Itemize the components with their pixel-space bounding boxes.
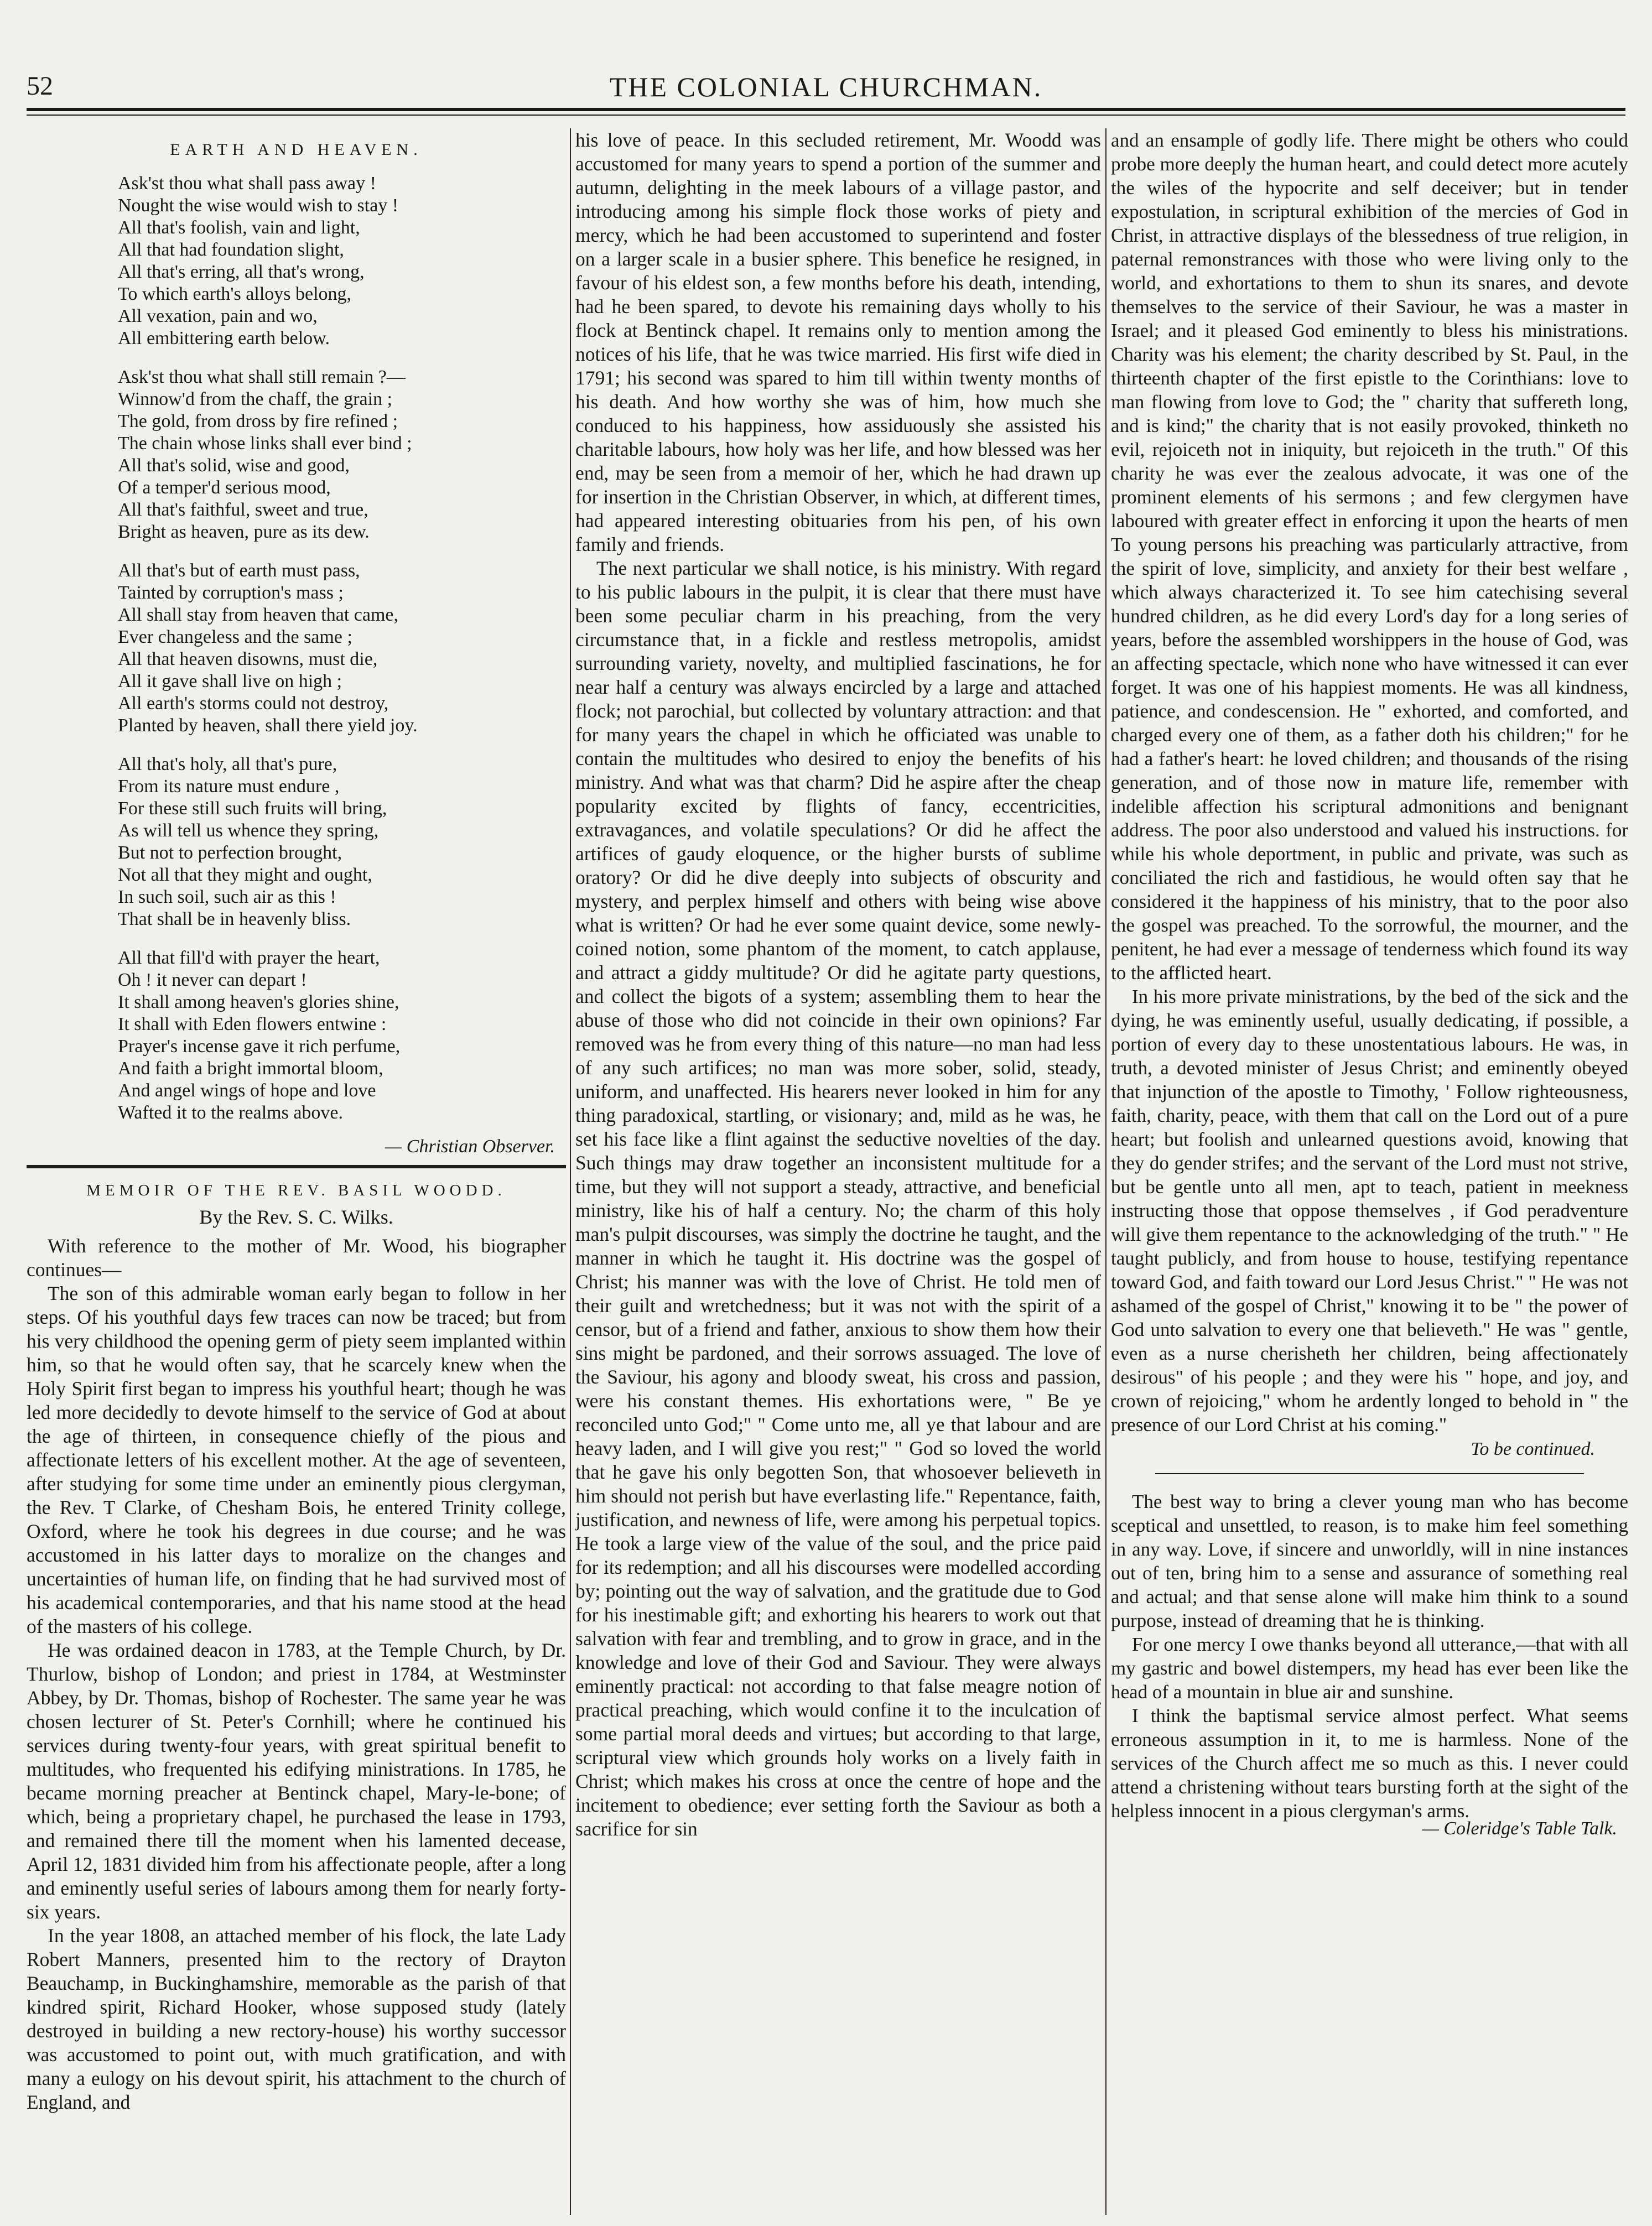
table-talk-attribution: — Coleridge's Table Talk.: [1422, 1818, 1617, 1839]
column-divider: [1105, 128, 1106, 2215]
poem-line: That shall be in heavenly bliss.: [118, 909, 351, 929]
memoir-byline: By the Rev. S. C. Wilks.: [199, 1206, 393, 1228]
to-be-continued: To be continued.: [1471, 1439, 1595, 1459]
poem-line: All that's erring, all that's wrong,: [118, 262, 365, 282]
poem-line: Ask'st thou what shall pass away !: [118, 173, 376, 194]
column-2: [575, 128, 1101, 2215]
memoir-paragraph: The son of this admirable woman early began to follow in her steps. Of his youthful days few traces can now be traced; but from his very childhood the opening germ of piety seem implanted within him, so that he would often say, that he scarcely knew when the Holy Spirit first began to impress his youthful heart; though he was led more decidedly to devote himself to the service of God at about the age of thirteen, in consequence chiefly of the pious and affectionate letters of his excellent mother. At the age of seventeen, after studying for some time under an eminently pious clergyman, the Rev. T Clarke, of Chesham Bois, he entered Trinity college, Oxford, where he took his degrees in due course; and he was accustomed in his latter days to moralize on the changes and uncertainties of human life, on finding that he had survived most of his academical contemporaries, and that his name stood at the head of the masters of his college.: [27, 1282, 566, 1637]
poem-stanza: [118, 947, 566, 1124]
memoir-paragraph: He was ordained deacon in 1783, at the Temple Church, by Dr. Thurlow, bishop of London; and priest in 1784, at Westminster Abbey, by Dr. Thomas, bishop of Rochester. The same year he was chosen lecturer of St. Peter's Cornhill; where he continued his services during twenty-four years, with great spiritual benefit to multitudes, who frequented his edifying ministrations. In 1785, he became morning preacher at Bentinck chapel, Mary-le-bone; of which, being a proprietary chapel, he purchased the lease in 1793, and remained there till the moment when his lamented decease, April 12, 1831 divided him from his affectionate people, after a long and eminently useful series of labours among them for nearly forty-six years.: [27, 1639, 566, 1923]
page-number: 52: [27, 71, 53, 101]
poem-credit: — Christian Observer.: [385, 1136, 555, 1157]
poem-line: For these still such fruits will bring,: [118, 798, 387, 819]
poem-line: Tainted by corruption's mass ;: [118, 582, 344, 603]
poem-line: Ever changeless and the same ;: [118, 627, 352, 647]
poem-line: But not to perfection brought,: [118, 842, 342, 863]
running-title: THE COLONIAL CHURCHMAN.: [609, 71, 1043, 102]
poem-title: EARTH AND HEAVEN.: [170, 141, 423, 159]
column-1: [27, 128, 566, 2215]
table-talk-paragraph: For one mercy I owe thanks beyond all utterance,—that with all my gastric and bowel distempers, my head has ever been like the head of a mountain in blue air and sunshine.: [1111, 1634, 1628, 1703]
poem-line: All shall stay from heaven that came,: [118, 605, 398, 625]
poem-line: All earth's storms could not destroy,: [118, 693, 389, 714]
poem-line: And faith a bright immortal bloom,: [118, 1058, 383, 1079]
poem-line: All that's holy, all that's pure,: [118, 754, 337, 774]
memoir-paragraph: his love of peace. In this secluded retirement, Mr. Woodd was accustomed for many years to spend a portion of the summer and autumn, delighting in the meek labours of a village pastor, and introducing among his simple flock those works of piety and mercy, which he had been accustomed to superintend and foster on a larger scale in a busier sphere. This benefice he resigned, in favour of his eldest son, a few months before his death, intending, had he been spared, to devote his remaining days wholly to his flock at Bentinck chapel. It remains only to mention among the notices of his life, that he was twice married. His first wife died in 1791; his second was spared to him till within twenty months of his death. And how worthy she was of him, how much she conduced to his happiness, how assiduously she assisted his charitable labours, how holy was her life, and how blessed was her end, may be seen from a memoir of her, which he had drawn up for insertion in the Christian Observer, in which, at different times, had appeared interesting obituaries from his pen, of his own family and friends.: [575, 129, 1101, 555]
poem-stanza: [118, 173, 566, 350]
section-rule: [27, 1165, 566, 1168]
poem-line: In such soil, such air as this !: [118, 887, 336, 907]
section-rule: [1155, 1473, 1584, 1474]
poem-line: It shall with Eden flowers entwine :: [118, 1014, 387, 1034]
poem-stanza: [118, 560, 566, 737]
poem-line: Winnow'd from the chaff, the grain ;: [118, 389, 393, 409]
poem-line: To which earth's alloys belong,: [118, 284, 352, 304]
poem-line: All it gave shall live on high ;: [118, 671, 342, 691]
column-divider: [570, 128, 571, 2215]
poem-line: Oh ! it never can depart !: [118, 970, 307, 990]
poem-line: All embittering earth below.: [118, 328, 330, 349]
table-talk-paragraph: The best way to bring a clever young man who has become sceptical and unsettled, to reason, is to make him feel something in any way. Love, if sincere and unworldly, will in nine instances out of ten, bring him to a sense and assurance of something real and actual; and that sense alone will make him think to a sound purpose, instead of dreaming that he is thinking.: [1111, 1491, 1628, 1631]
poem-line: Planted by heaven, shall there yield joy.: [118, 715, 418, 736]
poem-line: All that's faithful, sweet and true,: [118, 500, 368, 520]
poem-line: And angel wings of hope and love: [118, 1080, 376, 1101]
header-rule-thin: [27, 115, 1625, 116]
poem-line: All that fill'd with prayer the heart,: [118, 948, 380, 968]
poem-line: Nought the wise would wish to stay !: [118, 195, 399, 216]
poem-line: Not all that they might and ought,: [118, 865, 372, 885]
poem-stanza: [118, 753, 566, 930]
poem-line: The chain whose links shall ever bind ;: [118, 433, 412, 454]
poem-line: It shall among heaven's glories shine,: [118, 992, 399, 1012]
poem-line: All that's but of earth must pass,: [118, 560, 360, 581]
page-header: [27, 71, 1625, 104]
poem-line: All vexation, pain and wo,: [118, 306, 318, 326]
header-rule: [27, 108, 1625, 111]
poem-line: From its nature must endure ,: [118, 776, 340, 797]
table-talk-paragraph: I think the baptismal service almost perfect. What seems erroneous assumption in it, to me is harmless. None of the services of the Church affect me so much as this. I never could attend a christening without tears bursting forth at the sight of the helpless innocent in a pious clergyman's arms.: [1111, 1705, 1628, 1822]
memoir-title: MEMOIR OF THE REV. BASIL WOODD.: [86, 1182, 506, 1199]
poem-stanza: [118, 366, 566, 543]
poem-line: All that had foundation slight,: [118, 240, 344, 260]
poem-line: As will tell us whence they spring,: [118, 820, 379, 841]
poem-line: All that heaven disowns, must die,: [118, 649, 378, 669]
poem: [27, 173, 566, 1157]
poem-line: Of a temper'd serious mood,: [118, 477, 331, 498]
poem-line: Bright as heaven, pure as its dew.: [118, 522, 370, 542]
poem-line: All that's solid, wise and good,: [118, 455, 350, 476]
memoir-paragraph: In his more private ministrations, by the bed of the sick and the dying, he was eminently useful, usually dedicating, if possible, a portion of every day to these unostentatious labours. He was, in truth, a devoted minister of Jesus Christ; and eminently obeyed that injunction of the apostle to Timothy, ' Follow righteousness, faith, charity, peace, with them that call on the Lord out of a pure heart; but foolish and unlearned questions avoid, knowing that they do gender strifes; and the servant of the Lord must not strive, but be gentle unto all men, apt to teach, patient in meekness instructing those that oppose themselves , if God peradventure will give them repentance to the acknowledging of the truth." " He taught publicly, and from house to house, testifying repentance toward God, and faith toward our Lord Jesus Christ." " He was not ashamed of the gospel of Christ," knowing it to be " the power of God unto salvation to every one that believeth." He was " gentle, even as a nurse cherisheth her children, being affectionately desirous" of his people ; and they were his " hope, and joy, and crown of rejoicing," whom he ardently longed to behold in " the presence of our Lord Christ at his coming.": [1111, 986, 1628, 1436]
poem-line: Ask'st thou what shall still remain ?—: [118, 367, 406, 387]
poem-line: Prayer's incense gave it rich perfume,: [118, 1036, 401, 1057]
memoir-paragraph: In the year 1808, an attached member of his flock, the late Lady Robert Manners, presented him to the rectory of Drayton Beauchamp, in Buckinghamshire, memorable as the parish of that kindred spirit, Richard Hooker, whose supposed study (lately destroyed in building a new rectory-house) his worthy successor was accustomed to point out, with much gratification, and with many a eulogy on his devout spirit, his attachment to the church of England, and: [27, 1925, 566, 2113]
poem-line: The gold, from dross by fire refined ;: [118, 411, 398, 431]
column-3: [1111, 128, 1628, 2215]
poem-line: Wafted it to the realms above.: [118, 1102, 344, 1123]
memoir-paragraph: and an ensample of godly life. There might be others who could probe more deeply the human heart, and could detect more acutely the wiles of the hypocrite and self deceiver; but in tender expostulation, in scriptural exhibition of the mercies of God in Christ, in attractive displays of the blessedness of true religion, in paternal remonstrances with those who were living only to the world, and exhortations to them to shun its snares, and devote themselves to the service of their Saviour, he was a master in Israel; and it pleased God eminently to bless his ministrations. Charity was his element; the charity described by St. Paul, in the thirteenth chapter of the first epistle to the Corinthians: love to man flowing from love to God; the " charity that suffereth long, and is kind;" the charity that is not easily provoked, thinketh no evil, rejoiceth not in iniquity, but rejoiceth in the truth." Of this charity he was ever the zealous advocate, it was one of the prominent elements of his sermons ; and few clergymen have laboured with greater effect in enforcing it upon the hearts of men To young persons his preaching was particularly attractive, from the spirit of love, simplicity, and anxiety for their best welfare , which always characterized it. To see him catechising several hundred children, as he did every Lord's day for a long series of years, before the assembled worshippers in the house of God, was an affecting spectacle, which none who have witnessed it can ever forget. It was one of his happiest moments. He was all kindness, patience, and condescension. He " exhorted, and comforted, and charged every one of them, as a father doth his children;" for he had a father's heart: he loved children; and thousands of the rising generation, and of those now in mature life, remember with indelible affection his scriptural admonitions and benignant address. The poor also understood and valued his instructions. for while his whole deportment, in public and private, was such as conciliated the rich and fastidious, he would often say that he considered it the happiness of his ministry, that to the poor also the gospel was preached. To the sorrowful, the mourner, and the penitent, he had ever a message of tenderness which found its way to the afflicted heart.: [1111, 129, 1628, 984]
memoir-paragraph: With reference to the mother of Mr. Wood, his biographer continues—: [27, 1235, 566, 1281]
memoir-paragraph: The next particular we shall notice, is his ministry. With regard to his public labours in the pulpit, it is clear that there must have been some peculiar charm in his preaching, from the very circumstance that, in a fickle and restless metropolis, amidst surrounding variety, novelty, and multiplied fascinations, he for near half a century was always encircled by a large and attached flock; not parochial, but collected by voluntary attraction: and that for many years the chapel in which he officiated was unable to contain the multitudes who desired to enjoy the benefits of his ministry. And what was that charm? Did he aspire after the cheap popularity excited by flights of fancy, eccentricities, extravagances, and volatile speculations? Or did he affect the artifices of gaudy eloquence, or the higher bursts of sublime oratory? Or did he dive deeply into subjects of obscurity and mystery, and perplex himself and others with being wise above what is written? Or had he ever some quaint device, some newly-coined notion, some phantom of the moment, to catch applause, and attract a giddy multitude? Or did he agitate party questions, and collect the bigots of a system; assembling them to hear the abuse of those who did not coincide in their own opinions? Far removed was he from every thing of this nature—no man had less of any such artifices; no man was more sober, solid, steady, uniform, and unaffected. His hearers never looked in him for any thing paradoxical, startling, or visionary; and, mild as he was, he set his face like a flint against the seductive novelties of the day. Such things may draw together an inconsistent multitude for a time, but they will not support a steady, attractive, and beneficial ministry, like his of half a century. No; the charm of this holy man's pulpit discourses, was simply the doctrine he taught, and the manner in which he taught it. His doctrine was the gospel of Christ; his manner was with the love of Christ. He told men of their guilt and wretchedness; but it was not with the spirit of a censor, but of a friend and father, anxious to show them how their sins might be pardoned, and their sorrows assuaged. The love of the Saviour, his agony and bloody sweat, his cross and passion, were his constant themes. His exhortations were, " Be ye reconciled unto God;" " Come unto me, all ye that labour and are heavy laden, and I will give you rest;" " God so loved the world that he gave his only begotten Son, that whosoever believeth in him should not perish but have everlasting life." Repentance, faith, justification, and newness of life, were among his perpetual topics. He took a large view of the value of the soul, and the price paid for its redemption; and all his discourses were modelled according by; pointing out the way of salvation, and the gratitude due to God for his inestimable gift; and exhorting his hearers to work out that salvation with fear and trembling, and to grow in grace, and in the knowledge and love of their God and Saviour. They were always eminently practical: not according to that false meagre notion of practical preaching, which would confine it to the inculcation of some partial moral deeds and virtues; but according to that large, scriptural view which grounds holy works on a lively faith in Christ; which makes his cross at once the centre of hope and the incitement to obedience; ever setting forth the Saviour as both a sacrifice for sin: [575, 557, 1101, 1840]
poem-line: All that's foolish, vain and light,: [118, 217, 360, 238]
